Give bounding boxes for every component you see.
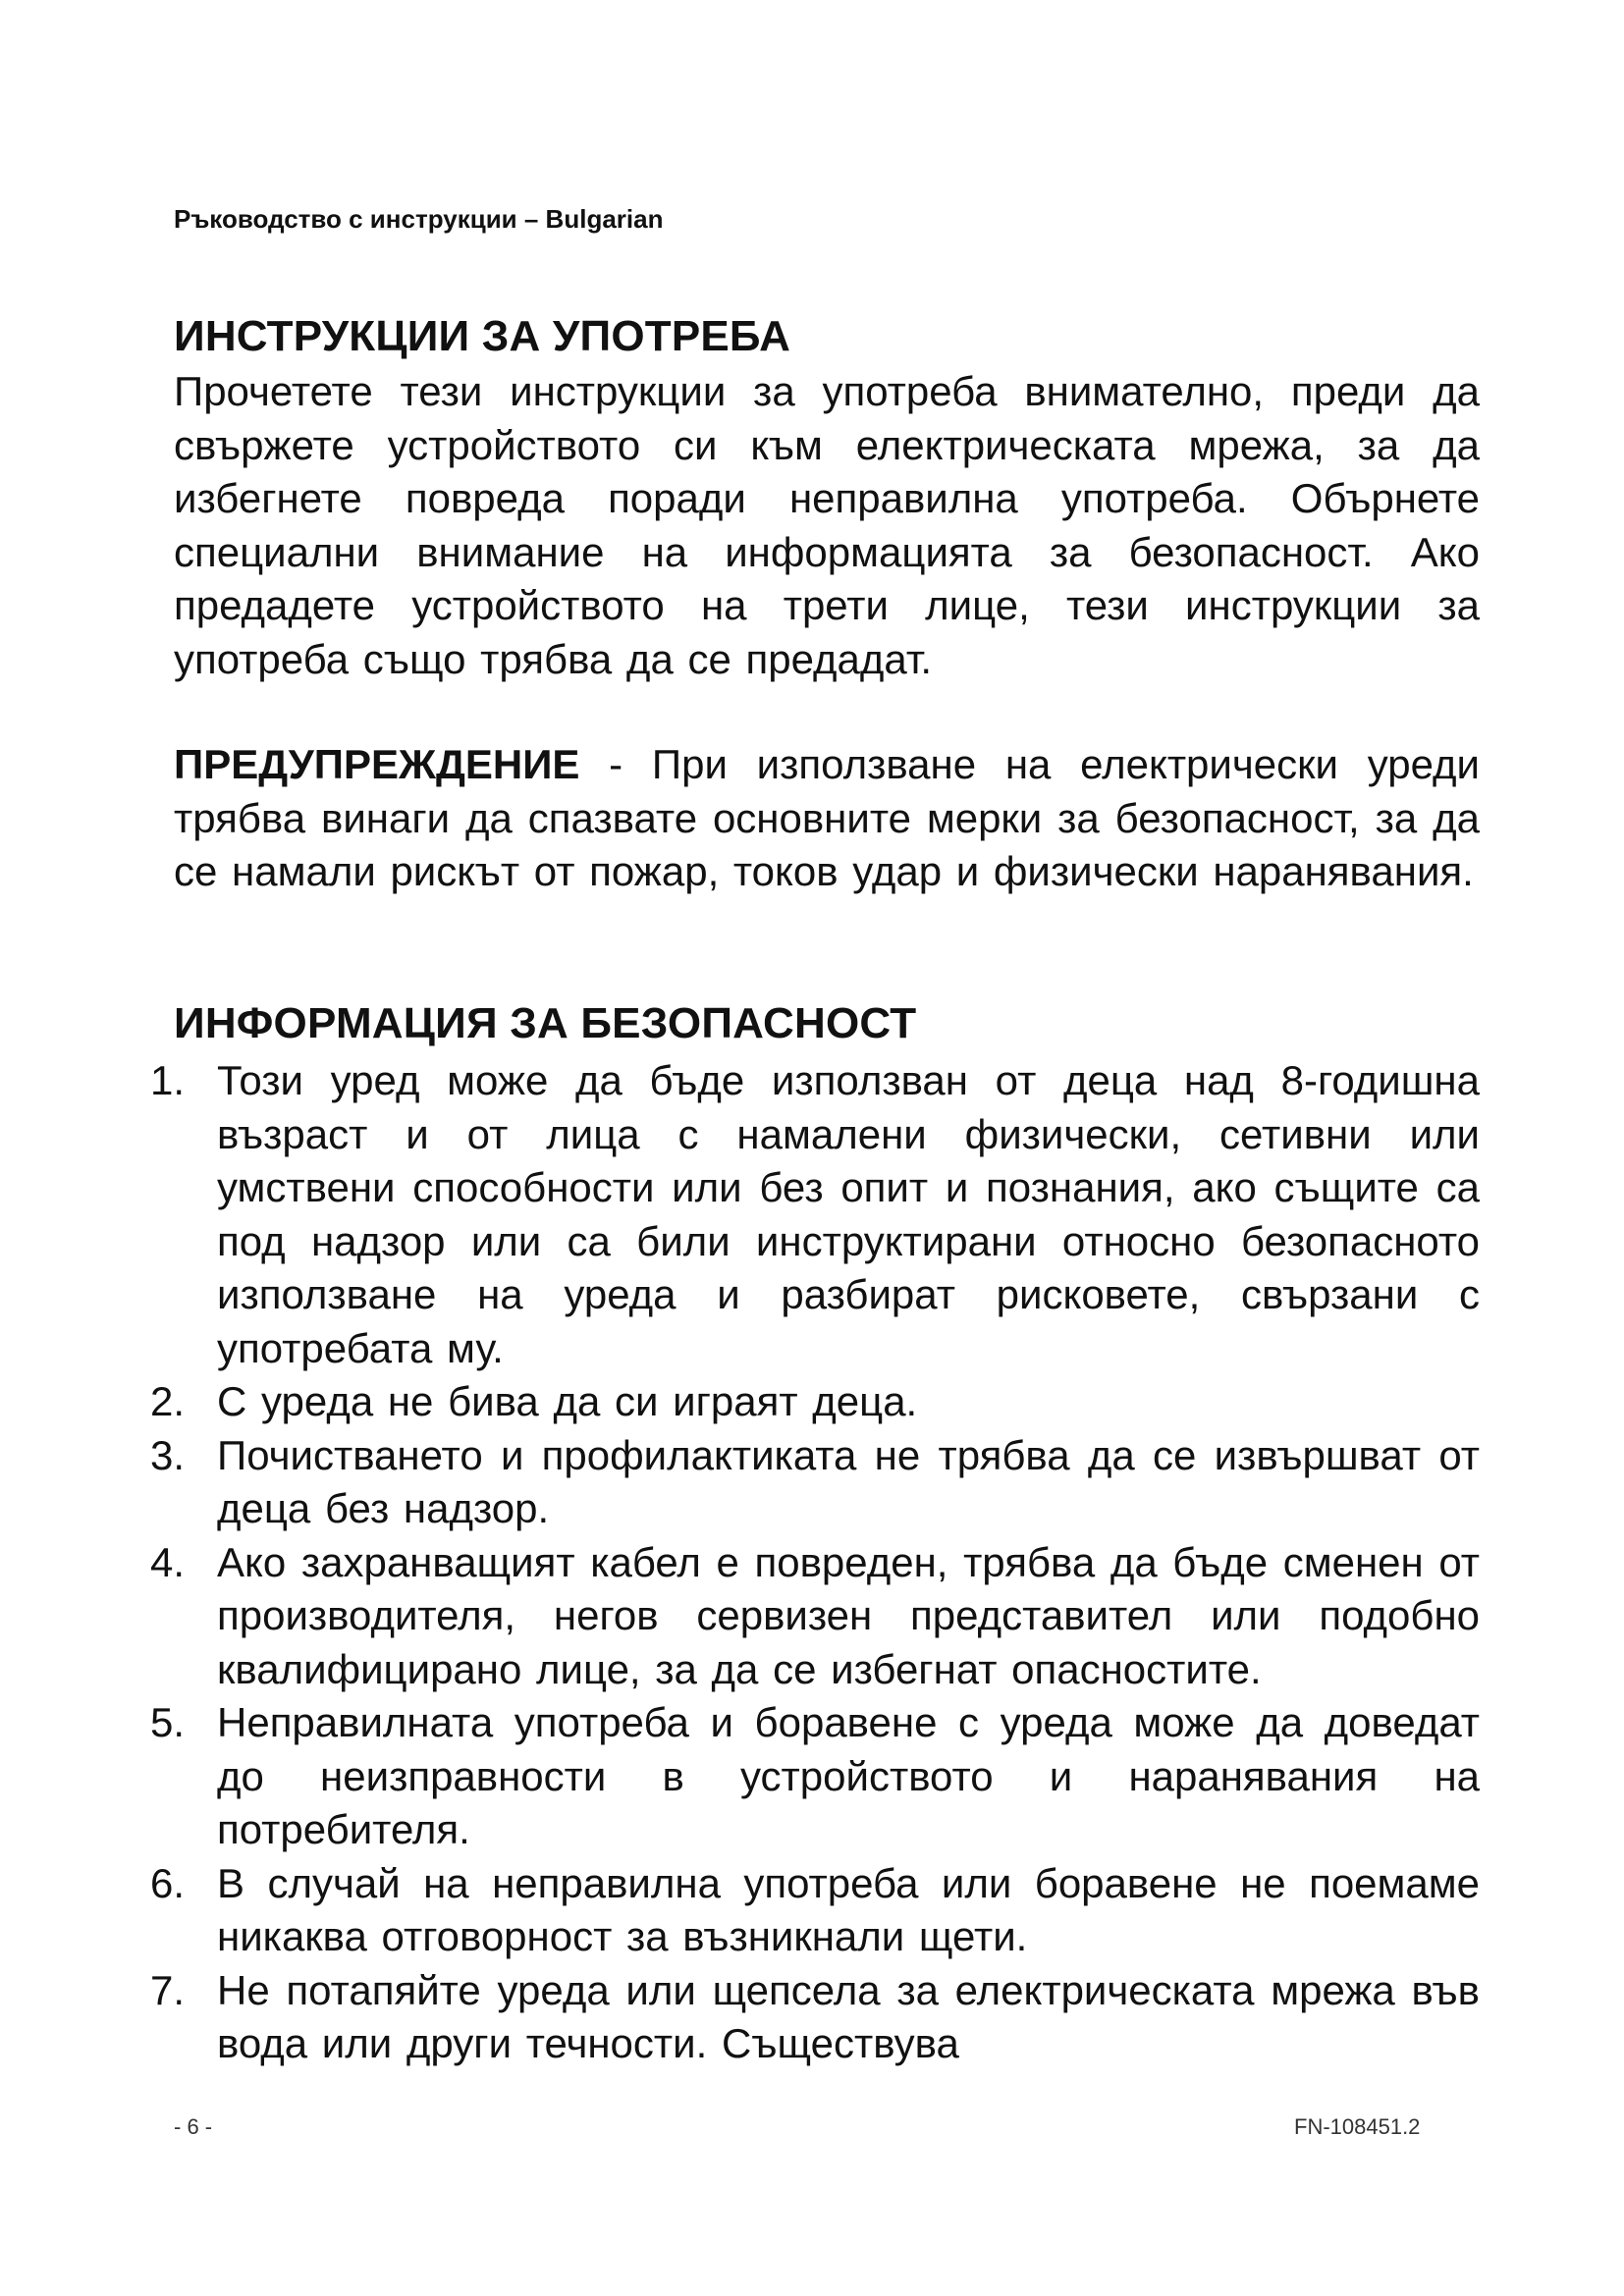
list-item xyxy=(150,1429,1480,1536)
list-item-number: 6. xyxy=(150,1859,186,1906)
section-title-instructions: ИНСТРУКЦИИ ЗА УПОТРЕБА xyxy=(174,312,791,360)
list-item-number: 4. xyxy=(150,1538,186,1585)
warning-paragraph xyxy=(174,738,1480,899)
list-item xyxy=(150,1054,1480,1375)
list-item-text: Почистването и профилактиката не трябва да се извършват от деца без надзор. xyxy=(217,1431,1480,1531)
list-item-number: 2. xyxy=(150,1378,186,1424)
list-item-text: В случай на неправилна употреба или боравене не поемаме никаква отговорност за възникнали щети. xyxy=(217,1859,1480,1959)
safety-list xyxy=(150,1054,1480,2071)
list-item-text: Ако захранващият кабел е повреден, трябва да бъде сменен от производителя, негов сервизен представител или подобно квалифицирано лице, за да се избегнат опасностите. xyxy=(217,1538,1480,1692)
document-header: Ръководство с инструкции – Bulgarian xyxy=(174,204,664,234)
list-item-text: С уреда не бива да си играят деца. xyxy=(217,1378,918,1424)
list-item-number: 5. xyxy=(150,1699,186,1745)
list-item-text: Този уред може да бъде използван от деца над 8-годишна възраст и от лица с намалени физически, сетивни или умствени способности или без опит и познания, ако същите са под надзор или са били инструктирани относно безопасното използване на уреда и разбират рисковете, свързани с употребата му. xyxy=(217,1057,1480,1371)
list-item xyxy=(150,1536,1480,1697)
section-title-safety: ИНФОРМАЦИЯ ЗА БЕЗОПАСНОСТ xyxy=(174,999,917,1047)
warning-text: - При използване на електрически уреди трябва винаги да спазвате основните мерки за безопасност, за да се намали рискът от пожар, токов удар и физически наранявания. xyxy=(174,741,1480,894)
list-item-number: 7. xyxy=(150,1966,186,2013)
list-item xyxy=(150,1375,1480,1429)
list-item-text: Неправилната употреба и боравене с уреда може да доведат до неизправности в устройството и наранявания на потребителя. xyxy=(217,1699,1480,1852)
intro-paragraph: Прочетете тези инструкции за употреба внимателно, преди да свържете устройството си към електрическата мрежа, за да избегнете повреда поради неправилна употреба. Обърнете специални внимание на информацията за безопасност. Ако предадете устройството на трети лице, тези инструкции за употреба също трябва да се предадат. xyxy=(174,368,1480,682)
list-item-text: Не потапяйте уреда или щепсела за електрическата мрежа във вода или други течности. Съществува xyxy=(217,1966,1480,2066)
document-code: FN-108451.2 xyxy=(1294,2114,1421,2139)
list-item-number: 1. xyxy=(150,1057,186,1103)
warning-label: ПРЕДУПРЕЖДЕНИЕ xyxy=(174,741,580,787)
list-item-number: 3. xyxy=(150,1431,186,1478)
page-number: - 6 - xyxy=(174,2114,213,2139)
list-item xyxy=(150,1696,1480,1857)
list-item xyxy=(150,1964,1480,2071)
list-item xyxy=(150,1857,1480,1964)
